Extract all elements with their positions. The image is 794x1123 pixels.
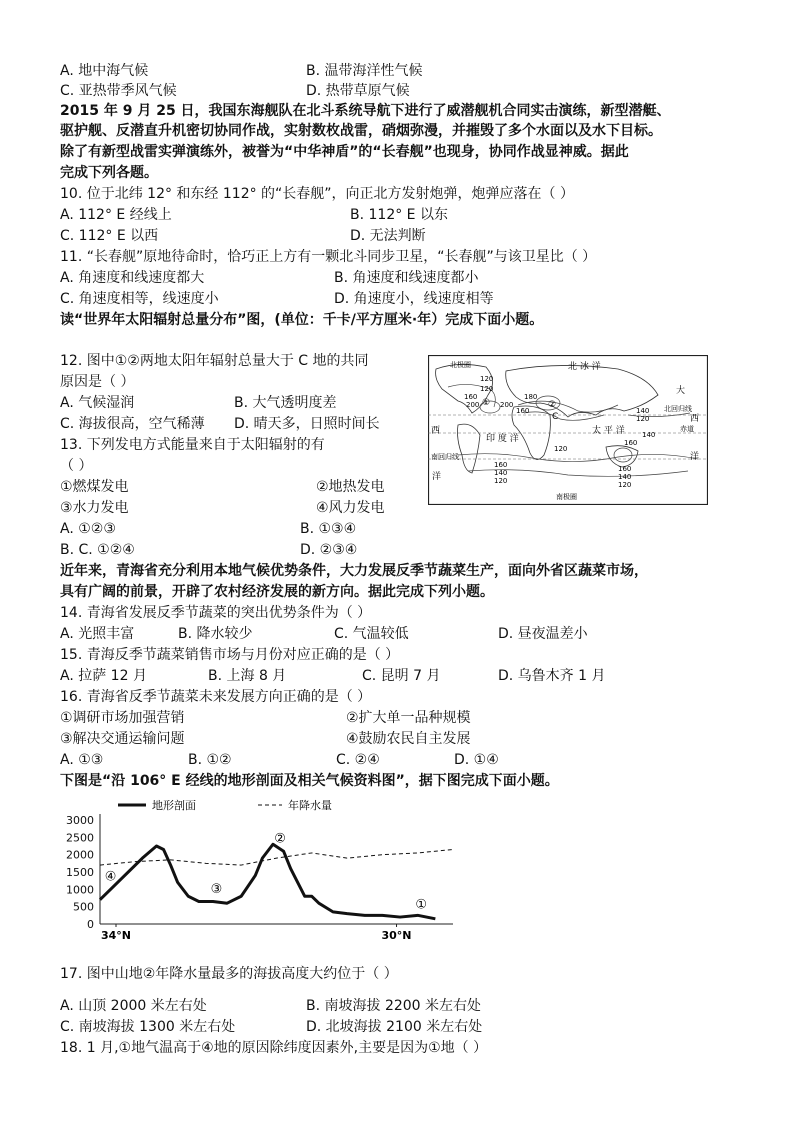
q11-stem: 11. “长春舰”原地待命时，恰巧正上方有一颗北斗同步卫星，“长春舰”与该卫星比（ ）	[60, 249, 597, 265]
map-contour-value: 160	[624, 439, 638, 447]
q11-option-a: A. 角速度和线速度都大	[60, 270, 205, 286]
map-contour-value: 140	[636, 407, 650, 415]
legend-label-terrain: 地形剖面	[152, 799, 196, 812]
q10-option-d: D. 无法判断	[350, 228, 426, 244]
terrain-profile-line	[100, 844, 435, 919]
precipitation-line	[100, 849, 453, 865]
y-tick-label: 500	[73, 900, 94, 914]
q14-stem: 14. 青海省发展反季节蔬菜的突出优势条件为（ ）	[60, 605, 372, 621]
q13-option-c: B. C. ①②④	[60, 542, 135, 558]
q15-option-d: D. 乌鲁木齐 1 月	[498, 668, 606, 684]
map-label-west-right: 西	[690, 414, 700, 424]
q13-stem-2: （ ）	[60, 458, 93, 474]
q14-option-a: A. 光照丰富	[60, 626, 135, 642]
map-label-west: 西	[431, 426, 441, 436]
q16-item-1: ①调研市场加强营销	[60, 710, 185, 726]
map-contour-value: 160	[618, 465, 632, 473]
map-contour-value: 120	[636, 415, 650, 423]
profile-marker: ④	[104, 869, 117, 885]
map-contour-value: 160	[464, 393, 478, 401]
q17-option-c: C. 南坡海拔 1300 米左右处	[60, 1019, 236, 1035]
q16-option-c: C. ②④	[336, 752, 380, 768]
map-label-c: C	[552, 412, 559, 422]
q9-option-d: D. 热带草原气候	[306, 83, 410, 99]
q17-stem: 17. 图中山地②年降水量最多的海拔高度大约位于（ ）	[60, 966, 398, 982]
map-contour-value: 120	[618, 481, 632, 489]
y-tick-label: 2500	[66, 831, 94, 845]
y-tick-label: 1500	[66, 866, 94, 879]
y-tick-label: 0	[87, 918, 94, 931]
profile-marker: ②	[274, 831, 286, 847]
q10-option-b: B. 112° E 以东	[350, 207, 448, 223]
map-label-tropic-cancer: 北回归线	[664, 405, 692, 413]
solar-radiation-map	[428, 355, 708, 505]
map-contour-value: 120	[480, 375, 494, 383]
q9-option-c: C. 亚热带季风气候	[60, 83, 177, 99]
map-contour-value: 120	[480, 385, 494, 393]
q17-option-d: D. 北坡海拔 2100 米左右处	[306, 1019, 483, 1035]
q12-option-a: A. 气候湿润	[60, 395, 135, 411]
map-label-big: 大	[676, 386, 686, 396]
passage3-line: 具有广阔的前景，开辟了农村经济发展的新方向。据此完成下列小题。	[60, 584, 494, 600]
q15-option-a: A. 拉萨 12 月	[60, 668, 147, 684]
q14-option-c: C. 气温较低	[334, 626, 409, 642]
map-label-arctic-ocean: 北 冰 洋	[568, 362, 601, 372]
q10-option-a: A. 112° E 经线上	[60, 207, 172, 223]
passage1-line: 完成下列各题。	[60, 165, 158, 181]
legend-label-precipitation: 年降水量	[288, 799, 332, 812]
q12-option-b: B. 大气透明度差	[234, 395, 337, 411]
q13-item-3: ③水力发电	[60, 500, 129, 516]
q14-option-b: B. 降水较少	[178, 626, 253, 642]
q12-stem-1: 12. 图中①②两地太阳年辐射总量大于 C 地的共同	[60, 353, 369, 369]
passage1-line: 驱护舰、反潜直升机密切协同作战，实射数枚战雷，硝烟弥漫，并摧毁了多个水面以及水下目标。	[60, 123, 662, 139]
q11-option-b: B. 角速度和线速度都小	[334, 270, 479, 286]
q15-stem: 15. 青海反季节蔬菜销售市场与月份对应正确的是（ ）	[60, 647, 400, 663]
passage2: 读“世界年太阳辐射总量分布”图，(单位：千卡/平方厘米·年）完成下面小题。	[60, 312, 544, 328]
q15-option-c: C. 昆明 7 月	[362, 668, 441, 684]
q16-option-a: A. ①③	[60, 752, 104, 768]
q9-option-a: A. 地中海气候	[60, 63, 149, 79]
map-contour-value: 140	[618, 473, 632, 481]
terrain-profile-chart	[58, 796, 458, 946]
map-mark-1: ①	[482, 398, 491, 408]
map-label-ocean-right: 洋	[690, 452, 700, 462]
y-tick-label: 1000	[66, 883, 94, 897]
passage3-line: 近年来，青海省充分利用本地气候优势条件，大力发展反季节蔬菜生产，面向外省区蔬菜市场，	[60, 563, 648, 579]
y-tick-label: 2000	[66, 848, 94, 862]
passage4: 下图是“沿 106° E 经线的地形剖面及相关气候资料图”，据下图完成下面小题。	[60, 773, 559, 789]
y-tick-label: 3000	[66, 814, 94, 827]
q18-stem: 18. 1 月,①地气温高于④地的原因除纬度因素外,主要是因为①地（ ）	[60, 1040, 488, 1056]
q15-option-b: B. 上海 8 月	[208, 668, 287, 684]
chart-legend	[118, 798, 332, 812]
map-contour-value: 180	[524, 393, 538, 401]
map-contour-value: 200	[466, 401, 480, 409]
q12-option-d: D. 晴天多，日照时间长	[234, 416, 380, 432]
profile-marker: ③	[210, 881, 223, 897]
map-label-tropic-capricorn: 南回归线	[431, 453, 459, 461]
map-contour-value: 200	[500, 401, 514, 409]
q17-option-a: A. 山顶 2000 米左右处	[60, 998, 207, 1014]
q13-item-1: ①燃煤发电	[60, 479, 129, 495]
q17-option-b: B. 南坡海拔 2200 米左右处	[306, 998, 482, 1014]
map-contour-value: 140	[642, 431, 656, 439]
map-label-antarctic-circle: 南极圈	[556, 493, 577, 501]
x-tick-label: 30°N	[381, 929, 412, 942]
q13-item-4: ④风力发电	[316, 500, 385, 516]
chart-markers	[105, 832, 427, 913]
q11-option-d: D. 角速度小，线速度相等	[334, 291, 494, 307]
map-contour-value: 160	[494, 461, 508, 469]
map-label-equator: 赤道	[680, 425, 694, 433]
x-tick-label: 34°N	[100, 929, 132, 942]
q9-option-b: B. 温带海洋性气候	[306, 63, 423, 79]
q10-stem: 10. 位于北纬 12° 和东经 112° 的“长春舰”，向正北方发射炮弹，炮弹应落在（ ）	[60, 186, 575, 202]
q16-item-3: ③解决交通运输问题	[60, 731, 185, 747]
profile-marker: ①	[415, 897, 428, 913]
map-mark-2: ②	[548, 400, 557, 410]
q13-option-b: B. ①③④	[300, 521, 357, 537]
chart-series	[100, 844, 453, 919]
q13-option-d: D. ②③④	[300, 542, 358, 558]
map-contour-value: 120	[494, 477, 508, 485]
map-contour-value: 140	[494, 469, 508, 477]
q13-item-2: ②地热发电	[316, 479, 385, 495]
map-label-indian-ocean: 印 度 洋	[486, 434, 519, 444]
q16-item-2: ②扩大单一品种规模	[346, 710, 471, 726]
q13-stem-1: 13. 下列发电方式能量来自于太阳辐射的有	[60, 437, 325, 453]
q16-item-4: ④鼓励农民自主发展	[346, 731, 471, 747]
q13-option-a: A. ①②③	[60, 521, 116, 537]
q16-stem: 16. 青海省反季节蔬菜未来发展方向正确的是（ ）	[60, 689, 372, 705]
map-contour-value: 160	[516, 407, 530, 415]
q16-option-b: B. ①②	[188, 752, 232, 768]
q16-option-d: D. ①④	[454, 752, 499, 768]
passage1-line: 除了有新型战雷实弹演练外，被誉为“中华神盾”的“长春舰”也现身，协同作战显神威。据此	[60, 144, 629, 160]
q12-option-c: C. 海拔很高，空气稀薄	[60, 416, 205, 432]
map-contour-value: 120	[554, 445, 568, 453]
map-label-arctic-circle: 北极圈	[450, 361, 471, 369]
passage1-line: 2015 年 9 月 25 日，我国东海舰队在北斗系统导航下进行了威潜舰机合同实击演练，新型潜艇、	[60, 103, 671, 119]
map-label-ocean-left: 洋	[432, 472, 442, 482]
q11-option-c: C. 角速度相等，线速度小	[60, 291, 219, 307]
q12-stem-2: 原因是（ ）	[60, 374, 135, 390]
q10-option-c: C. 112° E 以西	[60, 228, 159, 244]
q14-option-d: D. 昼夜温差小	[498, 626, 588, 642]
map-label-pacific: 太 平 洋	[592, 426, 625, 436]
